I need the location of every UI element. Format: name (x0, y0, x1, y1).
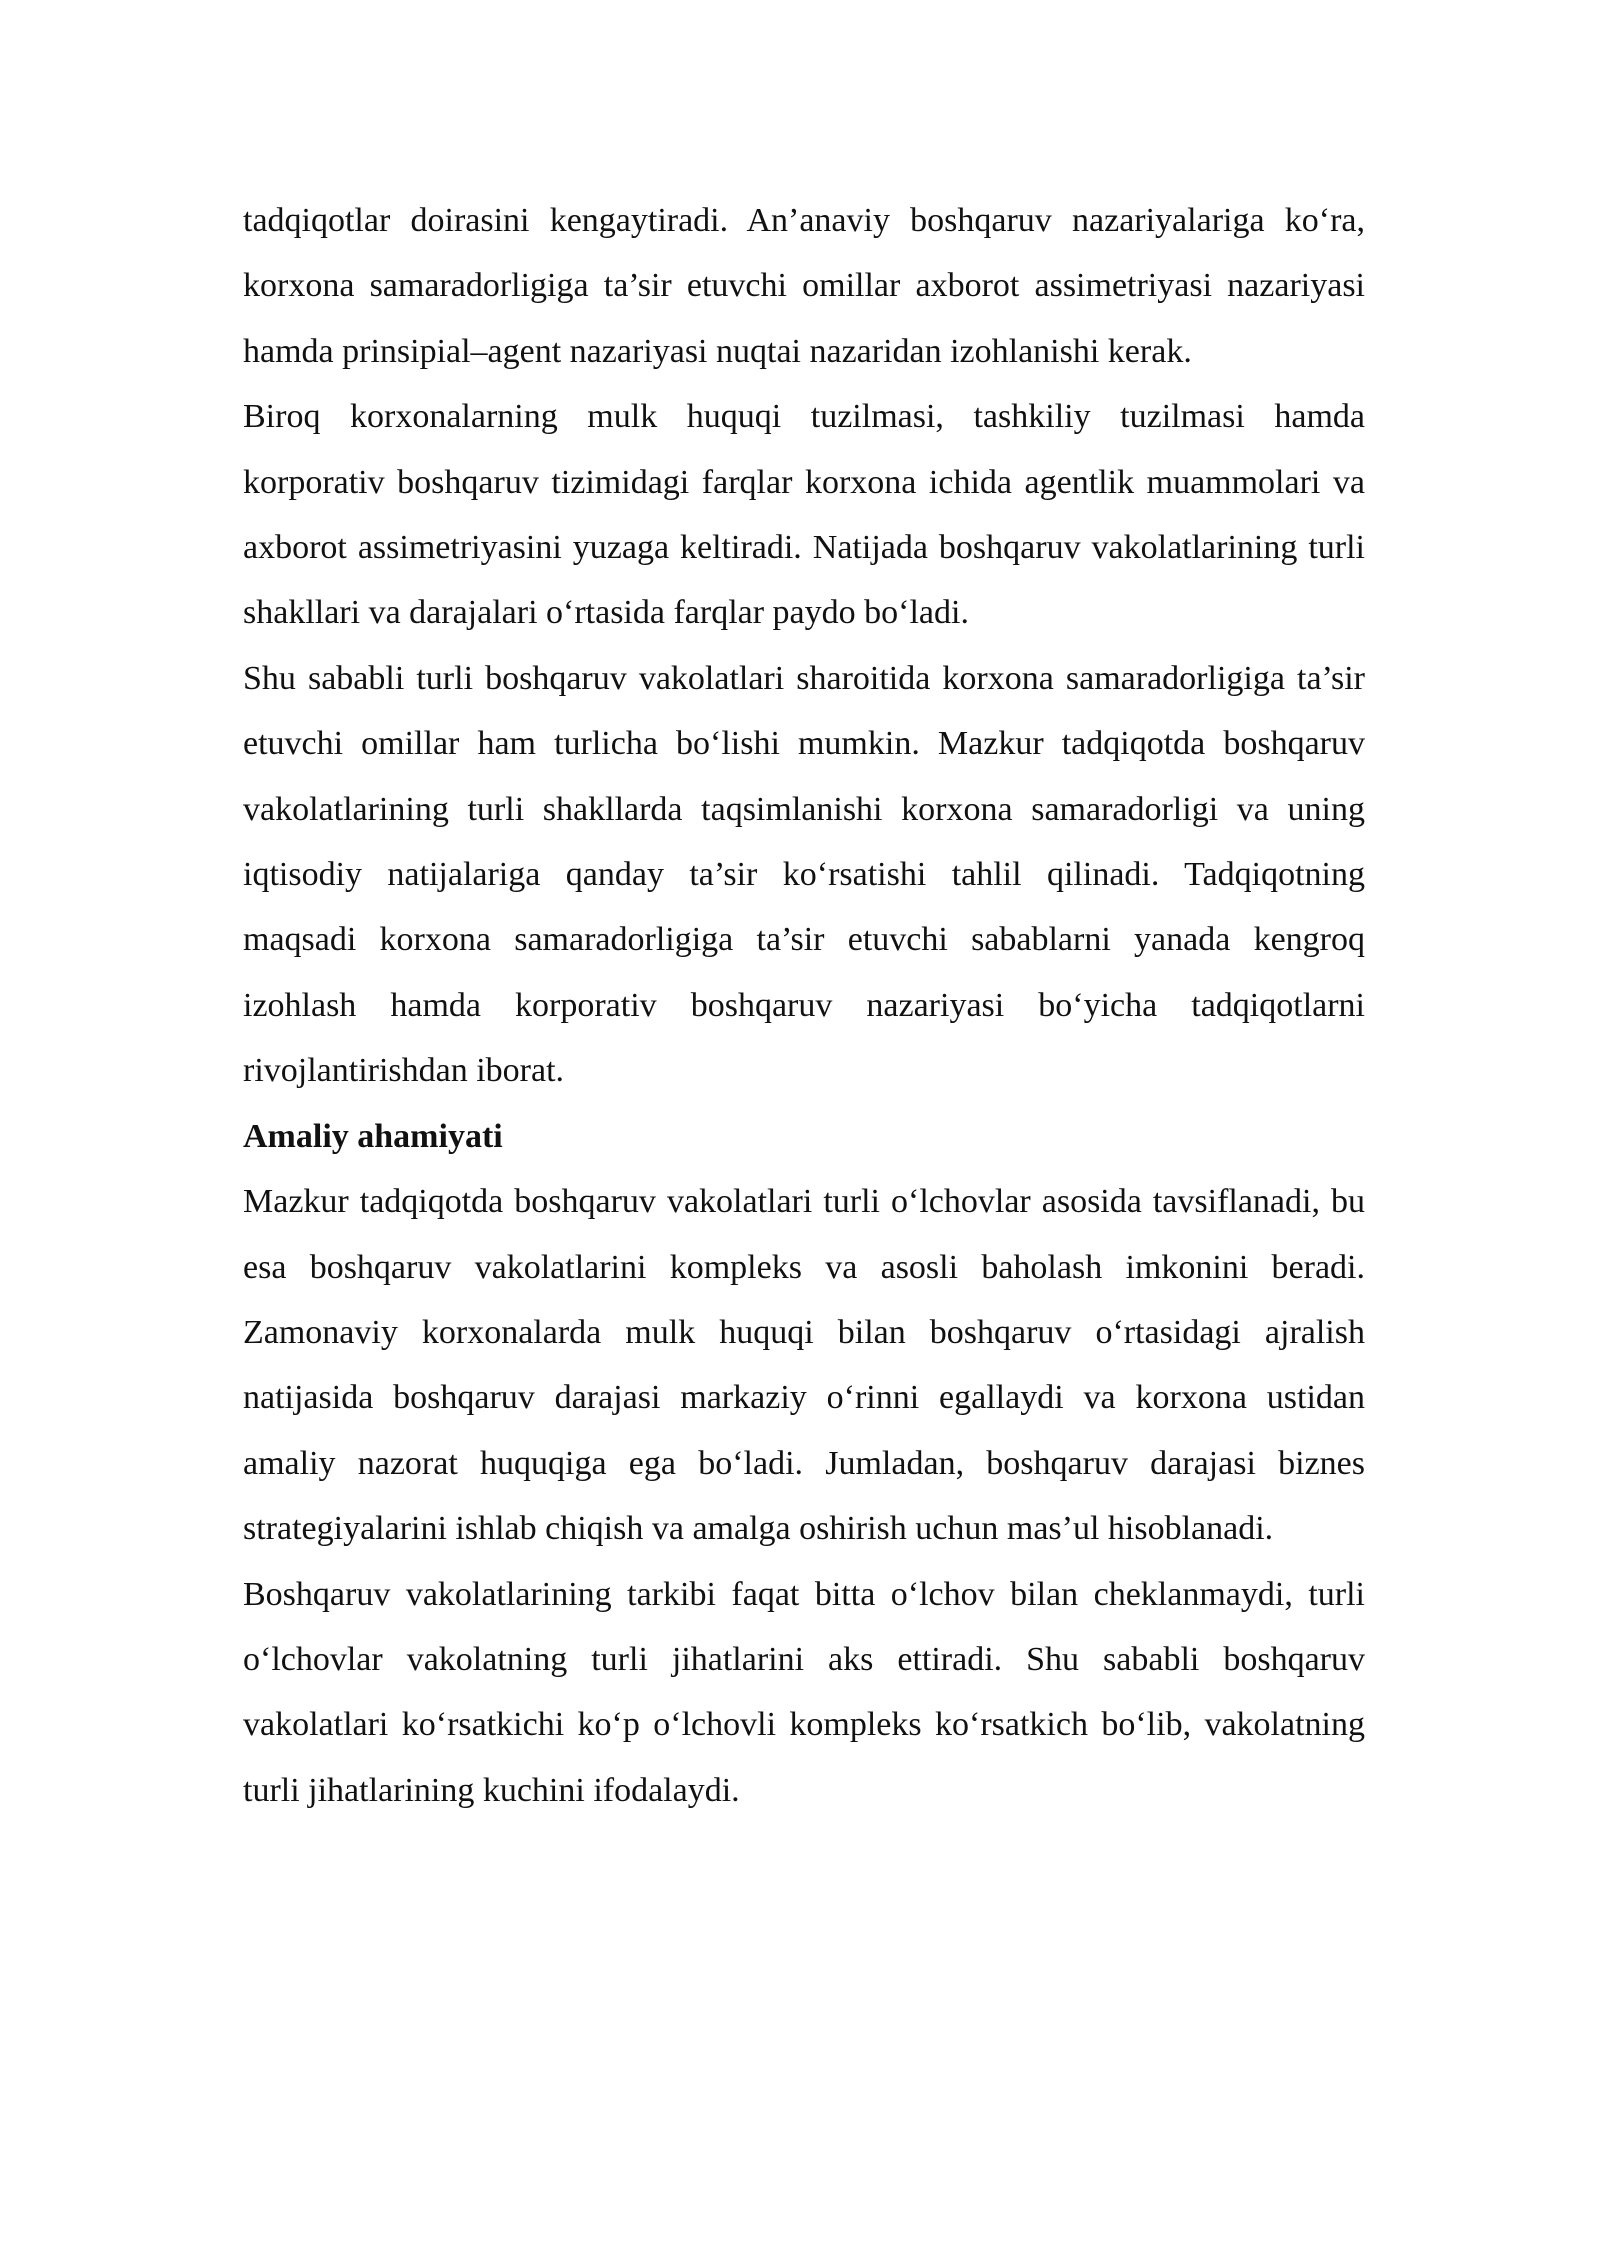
section-heading-practical-significance: Amaliy ahamiyati (243, 1117, 503, 1155)
paragraph-management-dimensions: Mazkur tadqiqotda boshqaruv vakolatlari turli o‘lchovlar asosida tavsiflanadi, bu esa boshqaruv vakolatlarini kompleks va asosli baholash imkonini beradi. Zamonaviy korxonalarda mulk huquqi bilan boshqaruv o‘rtasidagi ajralish natijasida boshqaruv darajasi markaziy o‘rinni egallaydi va korxona ustidan amaliy nazorat huquqiga ega bo‘ladi. Jumladan, boshqaruv darajasi biznes strategiyalarini ishlab chiqish va amalga oshirish uchun mas’ul hisoblanadi. (243, 1183, 1365, 1548)
paragraph-intro-continuation: tadqiqotlar doirasini kengaytiradi. An’anaviy boshqaruv nazariyalariga ko‘ra, korxona samaradorligiga ta’sir etuvchi omillar axborot assimetriyasi nazariyasi hamda prinsipial–agent nazariyasi nuqtai nazaridan izohlanishi kerak. (243, 202, 1365, 370)
document-body (243, 188, 1365, 1823)
paragraph-ownership-structure: Biroq korxonalarning mulk huquqi tuzilmasi, tashkiliy tuzilmasi hamda korporativ boshqaruv tizimidagi farqlar korxona ichida agentlik muammolari va axborot assimetriyasini yuzaga keltiradi. Natijada boshqaruv vakolatlarining turli shakllari va darajalari o‘rtasida farqlar paydo bo‘ladi. (243, 398, 1365, 632)
paragraph-research-purpose: Shu sababli turli boshqaruv vakolatlari sharoitida korxona samaradorligiga ta’sir etuvchi omillar ham turlicha bo‘lishi mumkin. Mazkur tadqiqotda boshqaruv vakolatlarining turli shakllarda taqsimlanishi korxona samaradorligi va uning iqtisodiy natijalariga qanday ta’sir ko‘rsatishi tahlil qilinadi. Tadqiqotning maqsadi korxona samaradorligiga ta’sir etuvchi sabablarni yanada kengroq izohlash hamda korporativ boshqaruv nazariyasi bo‘yicha tadqiqotlarni rivojlantirishdan iborat. (243, 659, 1365, 1090)
paragraph-authority-composition: Boshqaruv vakolatlarining tarkibi faqat bitta o‘lchov bilan cheklanmaydi, turli o‘lchovlar vakolatning turli jihatlarini aks ettiradi. Shu sababli boshqaruv vakolatlari ko‘rsatkichi ko‘p o‘lchovli kompleks ko‘rsatkich bo‘lib, vakolatning turli jihatlarining kuchini ifodalaydi. (243, 1575, 1365, 1809)
